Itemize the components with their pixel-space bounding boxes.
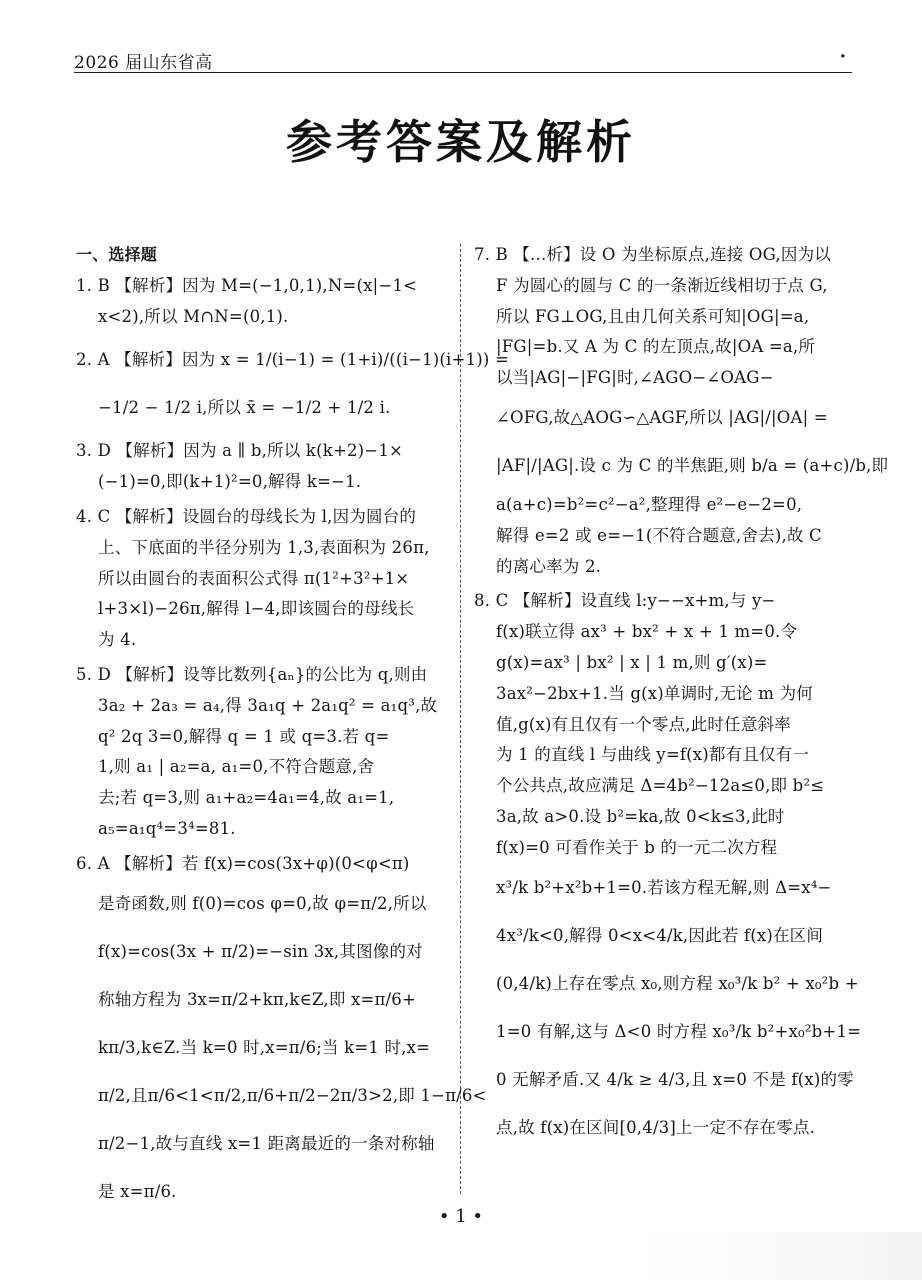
header-mark: · — [839, 46, 846, 67]
answer-line: 0 无解矛盾.又 4/k ≥ 4/3,且 x=0 不是 f(x)的零 — [496, 1069, 854, 1089]
answer-item — [76, 849, 487, 1216]
answer-line: 称轴方程为 3x=π/2+kπ,k∈Z,即 x=π/6+ — [98, 989, 417, 1009]
answer-line: 8. C 【解析】设直线 l:y−−x+m,与 y− — [474, 591, 776, 611]
answer-line: |FG|=b.又 A 为 C 的左顶点,故|OA =a,所 — [496, 337, 816, 357]
answer-line: 7. B 【...析】设 O 为坐标原点,连接 OG,因为以 — [474, 245, 831, 264]
answer-line: 是 x=π/6. — [98, 1181, 177, 1201]
answer-line: 为 1 的直线 l 与曲线 y=f(x)都有且仅有一 — [496, 745, 810, 765]
answer-line: 去;若 q=3,则 a₁+a₂=4a₁=4,故 a₁=1, — [98, 788, 395, 808]
answer-line: 以当|AG|−|FG|时,∠AGO−∠OAG− — [496, 368, 774, 388]
answer-line: 所以 FG⊥OG,且由几何关系可知|OG|=a, — [496, 306, 810, 326]
answer-line: f(x)联立得 ax³ + bx² + x + 1 m=0.令 — [496, 622, 798, 642]
answer-line: 6. A 【解析】若 f(x)=cos(3x+φ)(0<φ<π) — [76, 853, 410, 873]
answer-line: 3. D 【解析】因为 a ∥ b,所以 k(k+2)−1× — [76, 441, 404, 461]
section-title: 一、选择题 — [76, 245, 158, 264]
answer-line: 个公共点,故应满足 Δ=4b²−12a≤0,即 b²≤ — [496, 776, 825, 796]
answer-line: f(x)=0 可看作关于 b 的一元二次方程 — [496, 837, 778, 857]
answer-line: x<2),所以 M∩N=(0,1). — [98, 306, 289, 326]
answer-item — [474, 240, 889, 582]
answer-line: 1. B 【解析】因为 M=(−1,0,1),N=(x|−1< — [76, 275, 418, 295]
answer-item — [474, 586, 862, 1151]
answer-line: 3ax²−2bx+1.当 g(x)单调时,无论 m 为何 — [496, 683, 813, 703]
answer-line: 1=0 有解,这与 Δ<0 时方程 x₀³/k b²+x₀²b+1= — [496, 1021, 862, 1041]
answer-line: l+3×l)−26π,解得 l−4,即该圆台的母线长 — [98, 599, 415, 619]
answer-item — [76, 336, 509, 432]
answer-line: 所以由圆台的表面积公式得 π(1²+3²+1× — [98, 568, 410, 588]
answer-line: F 为圆心的圆与 C 的一条渐近线相切于点 G, — [496, 275, 828, 295]
answer-line: g(x)=ax³ | bx² | x | 1 m,则 g′(x)= — [496, 652, 768, 672]
answer-line: kπ/3,k∈Z.当 k=0 时,x=π/6;当 k=1 时,x= — [98, 1037, 431, 1057]
page-title: 参考答案及解析 — [286, 115, 636, 169]
answer-line: ∠OFG,故△AOG∽△AGF,所以 |AG|/|OA| = — [496, 407, 828, 427]
answer-line: f(x)=cos(3x + π/2)=−sin 3x,其图像的对 — [98, 941, 423, 961]
answer-line: π/2,且π/6<1<π/2,π/6+π/2−2π/3>2,即 1−π/6< — [98, 1085, 487, 1105]
answer-item — [76, 660, 456, 845]
answer-line: 为 4. — [98, 630, 137, 650]
answer-line: a(a+c)=b²=c²−a²,整理得 e²−e−2=0, — [496, 494, 803, 514]
answer-line: 1,则 a₁ | a₂=a, a₁=0,不符合题意,舍 — [98, 757, 375, 777]
answer-line: q² 2q 3=0,解得 q = 1 或 q=3.若 q= — [98, 726, 390, 746]
answer-line: 上、下底面的半径分别为 1,3,表面积为 26π, — [98, 537, 430, 557]
answer-item — [76, 436, 456, 498]
answer-line: |AF|/|AG|.设 c 为 C 的半焦距,则 b/a = (a+c)/b,即 — [496, 455, 889, 475]
header-title: 2026 届山东省高 — [74, 53, 213, 73]
page-number: • 1 • — [438, 1206, 484, 1227]
answer-line: 3a₂ + 2a₃ = a₄,得 3a₁q + 2a₁q² = a₁q³,故 — [98, 695, 438, 715]
answer-item — [76, 502, 456, 656]
scan-shadow — [640, 1232, 922, 1280]
answer-line: 值,g(x)有且仅有一个零点,此时任意斜率 — [496, 714, 791, 734]
answer-line: x³/k b²+x²b+1=0.若该方程无解,则 Δ=x⁴− — [496, 877, 832, 897]
answer-line: a₅=a₁q⁴=3⁴=81. — [98, 818, 236, 838]
answer-line: 3a,故 a>0.设 b²=ka,故 0<k≤3,此时 — [496, 806, 785, 826]
answer-line: 的离心率为 2. — [496, 556, 602, 576]
answer-line: 点,故 f(x)在区间[0,4/3]上一定不存在零点. — [496, 1117, 816, 1137]
answer-item — [76, 271, 456, 333]
left-column — [76, 240, 509, 1220]
answer-line: (−1)=0,即(k+1)²=0,解得 k=−1. — [98, 472, 362, 492]
right-column — [474, 240, 889, 1156]
page-header — [74, 46, 852, 73]
answer-line: 4. C 【解析】设圆台的母线长为 l,因为圆台的 — [76, 506, 417, 526]
answer-line: 2. A 【解析】因为 x = 1/(i−1) = (1+i)/((i−1)(i+1)) = — [76, 350, 509, 370]
column-divider — [460, 244, 461, 1194]
answer-line: 是奇函数,则 f(0)=cos φ=0,故 φ=π/2,所以 — [98, 893, 427, 913]
answer-line: π/2−1,故与直线 x=1 距离最近的一条对称轴 — [98, 1133, 435, 1153]
answer-line: 4x³/k<0,解得 0<x<4/k,因此若 f(x)在区间 — [496, 925, 824, 945]
answer-line: (0,4/k)上存在零点 x₀,则方程 x₀³/k b² + x₀²b + — [496, 973, 859, 993]
answer-line: 解得 e=2 或 e=−1(不符合题意,舍去),故 C — [496, 525, 822, 545]
answer-line: −1/2 − 1/2 i,所以 x̄ = −1/2 + 1/2 i. — [98, 398, 391, 418]
answer-line: 5. D 【解析】设等比数列{aₙ}的公比为 q,则由 — [76, 664, 428, 684]
